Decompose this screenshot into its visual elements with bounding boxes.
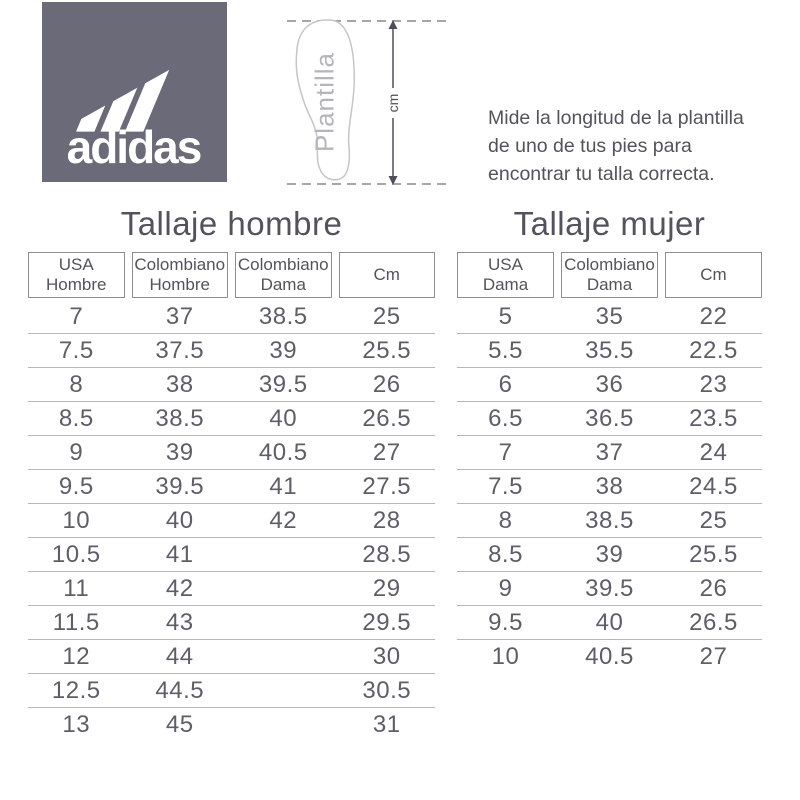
table-row <box>28 300 435 334</box>
table-cell: 40 <box>269 404 298 432</box>
table-cell: 25.5 <box>689 540 738 568</box>
table-row <box>28 572 435 606</box>
table-cell: 8.5 <box>488 540 523 568</box>
table-cell: 28.5 <box>362 540 412 568</box>
table-cell: 8 <box>69 370 84 398</box>
table-row <box>28 334 435 368</box>
table-cell: 29 <box>372 574 401 602</box>
table-cell: 44 <box>165 642 194 670</box>
table-row <box>28 402 435 436</box>
table-cell: 35 <box>595 302 624 330</box>
table-row <box>457 368 762 402</box>
table-cell: 41 <box>269 472 298 500</box>
table-cell: 27 <box>699 643 728 670</box>
table-cell: 31 <box>372 711 401 738</box>
table-cell: 44.5 <box>155 676 205 704</box>
table-cell: 8.5 <box>58 404 94 432</box>
table-cell: 9 <box>498 574 513 602</box>
table-cell: 6.5 <box>488 404 523 432</box>
table-cell: 25 <box>372 302 401 330</box>
table-cell: 27.5 <box>362 472 412 500</box>
table-cell: 10.5 <box>51 540 101 568</box>
table-row <box>457 436 762 470</box>
table-cell: 25 <box>699 506 728 534</box>
table-cell: 30.5 <box>362 676 412 704</box>
intro-line: encontrar tu talla correcta. <box>488 163 715 185</box>
table-row <box>28 470 435 504</box>
cm-label: cm <box>385 93 401 113</box>
table-cell: 28 <box>372 506 401 534</box>
table-cell: 24.5 <box>689 472 738 500</box>
measure-arrow-icon <box>385 20 401 185</box>
table-cell: 35.5 <box>585 336 634 364</box>
table-cell: 27 <box>372 438 401 466</box>
table-cell: 9.5 <box>58 472 94 500</box>
table-cell: 38.5 <box>258 302 308 330</box>
men-table-body <box>28 300 435 742</box>
table-row <box>457 334 762 368</box>
women-size-table <box>457 205 762 674</box>
table-cell: 22 <box>699 302 728 330</box>
table-cell: 39.5 <box>258 370 308 398</box>
table-row <box>457 538 762 572</box>
column-header: Cm <box>339 252 436 298</box>
table-cell: 38 <box>165 370 194 398</box>
table-row <box>457 504 762 538</box>
table-cell: 13 <box>62 711 91 738</box>
brand-wordmark: adidas <box>66 121 201 173</box>
table-cell: 26.5 <box>362 404 412 432</box>
table-cell: 5.5 <box>488 336 523 364</box>
women-table-title: Tallaje mujer <box>513 205 706 242</box>
table-cell: 39 <box>269 336 298 364</box>
table-cell: 42 <box>269 506 298 534</box>
table-cell: 38.5 <box>155 404 205 432</box>
table-cell: 8 <box>498 506 513 534</box>
table-cell: 40 <box>595 608 624 636</box>
table-cell: 40 <box>165 506 194 534</box>
table-cell: 39.5 <box>585 574 634 602</box>
table-cell: 38 <box>595 472 624 500</box>
table-row <box>28 368 435 402</box>
table-cell: 10 <box>62 506 91 534</box>
table-cell: 11.5 <box>52 608 100 636</box>
table-row <box>28 708 435 742</box>
table-cell: 43 <box>165 608 194 636</box>
column-header: Colombiano Hombre <box>132 252 229 298</box>
table-cell: 39 <box>595 540 624 568</box>
column-header: USA Hombre <box>28 252 125 298</box>
table-cell: 40.5 <box>258 438 308 466</box>
table-cell: 45 <box>165 711 194 738</box>
table-cell: 41 <box>165 540 194 568</box>
table-cell: 39.5 <box>155 472 205 500</box>
table-row <box>28 606 435 640</box>
table-cell: 5 <box>498 302 513 330</box>
table-cell: 26 <box>372 370 401 398</box>
table-cell: 37.5 <box>155 336 205 364</box>
table-cell: 7.5 <box>58 336 94 364</box>
table-cell: 40.5 <box>585 643 634 670</box>
table-cell: 24 <box>699 438 728 466</box>
table-row <box>457 640 762 674</box>
table-cell: 26.5 <box>689 608 738 636</box>
table-cell: 9.5 <box>488 608 523 636</box>
women-table-header <box>457 252 762 298</box>
table-cell: 7.5 <box>488 472 523 500</box>
table-cell: 7 <box>69 302 84 330</box>
table-cell: 6 <box>498 370 513 398</box>
intro-line: Mide la longitud de la plantilla <box>488 107 744 129</box>
intro-text <box>488 104 744 188</box>
table-cell: 38.5 <box>585 506 634 534</box>
table-cell: 39 <box>165 438 194 466</box>
table-cell: 30 <box>372 642 401 670</box>
table-cell: 25.5 <box>362 336 412 364</box>
table-cell: 7 <box>498 438 513 466</box>
table-row <box>457 402 762 436</box>
adidas-logo <box>42 2 227 182</box>
table-cell: 37 <box>165 302 194 330</box>
table-cell: 37 <box>595 438 624 466</box>
table-row <box>457 572 762 606</box>
insole-label: Plantilla <box>309 51 340 153</box>
table-cell: 36 <box>595 370 624 398</box>
table-row <box>28 504 435 538</box>
column-header: Colombiano Dama <box>235 252 332 298</box>
table-cell: 12.5 <box>51 676 101 704</box>
table-row <box>28 436 435 470</box>
table-cell: 11 <box>63 574 90 602</box>
column-header: USA Dama <box>457 252 554 298</box>
table-cell: 9 <box>69 438 84 466</box>
table-cell: 26 <box>699 574 728 602</box>
column-header: Cm <box>665 252 762 298</box>
intro-line: de uno de tus pies para <box>488 135 692 157</box>
table-cell: 12 <box>62 642 91 670</box>
men-table-title: Tallaje hombre <box>120 205 343 242</box>
women-table-body <box>457 300 762 674</box>
men-table-header <box>28 252 435 298</box>
table-row <box>457 606 762 640</box>
table-cell: 22.5 <box>689 336 738 364</box>
table-cell: 42 <box>165 574 194 602</box>
table-cell: 23.5 <box>689 404 738 432</box>
table-row <box>457 470 762 504</box>
table-row <box>28 674 435 708</box>
table-row <box>28 640 435 674</box>
table-row <box>457 300 762 334</box>
table-cell: 36.5 <box>585 404 634 432</box>
table-row <box>28 538 435 572</box>
men-size-table <box>28 205 435 742</box>
table-cell: 23 <box>699 370 728 398</box>
table-cell: 29.5 <box>362 608 412 636</box>
column-header: Colombiano Dama <box>561 252 658 298</box>
table-cell: 10 <box>491 643 520 670</box>
